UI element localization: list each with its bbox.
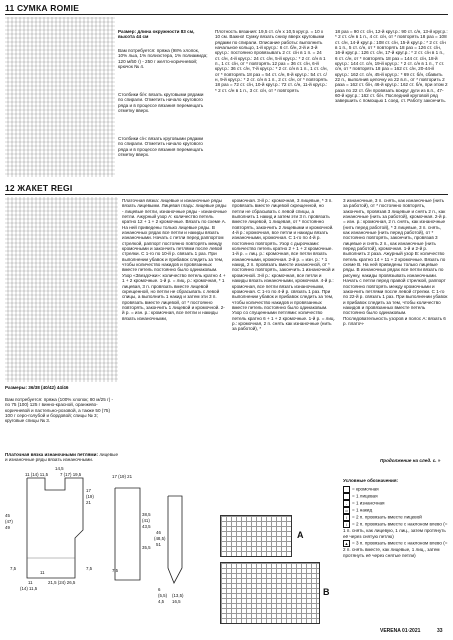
back-dim-top2: 11 (14) 11,5: [25, 472, 49, 477]
bag-description-cont: 18 раз = 90 ст. с/н, 12-й круг.р.: 90 ст. с/н, 13-й круг.р.: * 2 ст. с/н в 1 п., 4 ст. с/н, от * повторять 18 раз = 108 ст. с/н, 14-й круг.р.: 108 ст. с/н, 15-й круг.р.: * 2 ст. с/н в 1 п., 5 ст. с/н, от * повторять 18 раз = 126 ст. с/н, 16-й круг.р.: 126 ст. с/н, 17-й круг.р.: * 2 ст. с/н в 1 п., 6 ст. с/н, от * повторять 18 раз = 144 ст. с/н, 18-й круг.р.: 144 ст. с/н, 19-й круг.р.: * 2 ст. с/н в 1 п., 7 ст. с/н, от * повторять 18 раз = 162 ст. с/н, 20-44-й круг.р.: 162 ст. с/н, 45-й круг.р.: * 69 ст. б/н, сбавить 22 п., выполнив цепочку из 22 в.п., от * повторить 2 раза = 162 ст. б/н, 46-й круг.р.: 162 ст. б/н, при этом 2 раза по 22 ст. б/н провязать вокруг дуги из в.п., 47-60-й круг.р.: 162 ст. б/н. Последний круговой ряд завершить с помощью 1 соед. ст. Работу закончить.: [335, 29, 448, 104]
back-dim-b1: 7,5: [10, 566, 17, 571]
front-dim-r4: 35,5: [142, 545, 151, 550]
legend-text: = кромочная: [352, 486, 379, 492]
garter-rev-body: лицевые и изнаночные ряды вязать изнаночными.: [5, 452, 118, 463]
front-dim-r2: (41): [142, 518, 150, 523]
back-dim-side3: 49: [5, 525, 10, 530]
section-12-rule: [5, 194, 448, 195]
legend-text: = 1 лицевая: [352, 493, 378, 499]
chart-b-label: B: [323, 587, 330, 597]
back-dim-b3: (14) 11,5: [20, 586, 38, 591]
bag-size-text: [118, 29, 208, 40]
back-dim-b4: 21,5 (24) 26,5: [48, 580, 76, 585]
sleeve-dim-b5: 16,5: [172, 599, 181, 604]
legend-text: = 1 накид: [352, 507, 373, 513]
back-dim-side2: (47): [5, 519, 13, 524]
legend-symbol: [343, 493, 350, 500]
front-dim-bot: 7,5: [112, 568, 119, 573]
legend-list: [343, 486, 448, 559]
jacket-sizes: [5, 385, 118, 390]
legend-symbol: /: [343, 514, 350, 521]
legend-symbol: [343, 486, 350, 493]
legend-item: [343, 507, 448, 514]
legend-item: [343, 493, 448, 500]
back-dim-mid: 11: [40, 570, 45, 575]
section-12-header: 12 ЖАКЕТ REGI: [5, 183, 73, 193]
jacket-materials: Вам потребуется: пряжа (100% хлопок; 80 м/25 г) - по 75 (100) 125 г винно-красной, оранжево-коричневой и пастельно-розовой, а также 50 (75) 100 г серо-голубой и бордовой; спицы № 3; круговые спицы № 3.: [5, 397, 114, 424]
back-dim-right2: (19): [86, 494, 94, 499]
back-dim-side1: 45: [5, 513, 10, 518]
garter-rev-title: Платочная вязка изнаночными петлями:: [5, 452, 99, 457]
legend-title: Условные обозначения:: [343, 478, 399, 483]
sleeve-dim-b2: (5,5): [158, 593, 168, 598]
legend-item: [343, 500, 448, 507]
jacket-col-a: Платочная вязка: лицевые и изнаночные ряды вязать лицевыми. Лицевая гладь: лицевые ряды - лицевые петли, изнаночные ряды - изнаночные петли. Ажурный узор А: количество петель кратно 12 + 1 + 2 кромочные. Вязать по схеме А. На ней приведены только лицевые ряды. В изнаночных рядах все петли и накиды вязать изнаночными. Начать с петли перед раппортом стрелкой, раппорт постоянно повторять между кромочными и закончить петлями после левой стрелки. С 1-го по 10-й р. связать 1 раз. При выполнении убавок и прибавок следить за тем, чтобы количество накидов и провязанных вместе петель постоянно было одинаковым. Узор «Звездочки»: количество петель кратно 4 + 1 + 2 кромочные. 1-й р. = лиц. р.: кромочная, * 1 лицевая, 3 п. провязать вместе лицевой скрещенной, но петли не сбрасывать с левой спицы, а выполнить 1 накид и затем эти 3 п. провязать вместе лицевой, от * постоянно повторять, закончить 1 лицевой и кромочной. 2-й р. = изн. р.: кромочная, все петли и накиды вязать изнаночными,: [122, 198, 227, 321]
sleeve-schematic: [160, 488, 200, 588]
back-dim-top: 14,5: [55, 466, 64, 471]
back-outline: [27, 478, 83, 578]
sleeve-outline: [168, 496, 182, 583]
back-dim-b5: 7,5: [86, 566, 93, 571]
sleeve-dim-b3: 4,5: [158, 599, 165, 604]
legend-symbol: ▲: [344, 541, 349, 546]
front-outline: [115, 488, 140, 580]
front-dim-top: 17 (19) 21: [112, 474, 133, 479]
back-dim-b2: 11: [28, 580, 33, 585]
legend-text: = 2 п. провязать вместе лицевой: [352, 514, 422, 520]
section-11-rule: [5, 14, 448, 15]
jacket-photo: [5, 197, 118, 382]
back-dim-right3: 21: [86, 500, 91, 505]
front-dim-r1: 38,5: [142, 512, 151, 517]
legend-item: [343, 540, 448, 559]
legend-text: = 1 изнаночная: [352, 500, 385, 506]
bag-photo: [5, 17, 115, 177]
back-schematic: [5, 468, 125, 590]
front-dim-r3: 43,5: [142, 524, 151, 529]
legend-symbol: -: [343, 500, 350, 507]
continued-note: Продолжение на след. с. »: [380, 458, 441, 463]
back-dim-top3: 7 (17) 19,5: [60, 472, 82, 477]
footer-brand: VERENA 01·2021: [380, 628, 421, 634]
jacket-size-title: Размеры: 36/38 (40/42) 44/46: [5, 385, 69, 390]
sleeve-dim-l2: (48,5): [154, 536, 166, 541]
page-number: 33: [437, 628, 443, 634]
bag-gauge-description: Плотность вязания: 19,5 ст. с/н х 10,5 круг.р. = 10 х 10 см. Важно! Сумку вязать снизу вверх круговыми рядами по спирали. Описание работы: выполнить начальное кольцо, 1-й круг.р.: 6 ст. б/н, 2-й и 3-й круг.р.: постоянно провязывать 2 ст. с/н в 1 п. = 24 ст. с/н, 4-й круг.р.: 24 ст. с/н, 5-й круг.р.: * 2 ст. с/н в 1 п., 1 ст. с/н, от * повторять 12 раз = 36 ст. с/н, 6-й круг.р.: 36 ст. с/н, 7-й круг.р.: * 2 ст. с/н в 1 п., 1 ст. с/н, от * повторять 18 раз = 54 ст. с/н, 8-й круг.р.: 54 ст. с/н, 9-й круг.р.: * 2 ст. с/н в 1 п., 2 ст. с/н, от * повторять 18 раз = 72 ст. с/н, 10-й круг.р.: 72 ст. с/н, 11-й круг.р.: * 2 ст. с/н в 1 п., 3 ст. с/н, от * повторять: [215, 29, 328, 93]
bag-size-title: Размер: длина окружности 83 см, высота 44 см: [118, 29, 195, 40]
bag-materials-text: Вам потребуется: пряжа (98% хлопок, 10% лыа, 1% полиэстера, 1% полиамида; 120 м/50 г) - 250 г желто-коричневой; крючок № 4.: [118, 48, 208, 70]
sleeve-dim-l3: 51: [156, 542, 161, 547]
sleeve-dim-b4: (13,5): [172, 593, 184, 598]
sleeve-dim-l1: 46: [156, 530, 161, 535]
section-11-header: 11 СУМКА ROMIE: [5, 3, 80, 13]
chart-b-grid: [220, 562, 320, 624]
sleeve-dim-b1: 6: [158, 587, 161, 592]
legend-symbol: \: [343, 521, 350, 528]
chart-a-grid: [220, 515, 292, 557]
legend-symbol: о: [343, 507, 350, 514]
bag-sc-text: Столбики б/н: вязать круговыми рядами по спирали. Отметить начало кругового ряда и в процессе вязания перемещать отметку вверх.: [118, 92, 204, 114]
chart-a-label: A: [297, 530, 304, 540]
legend-text: = 3 п. провязать вместе с наклоном влево (= 2 п. снять вместе, как лицевые, 1 лиц., затем протянуть её через снятые петли): [343, 540, 448, 558]
bag-dc-text: Столбики с/н: вязать круговыми рядами по спирали. Отметить начало кругового ряда и в процессе вязания перемещать отметку вверх.: [118, 136, 204, 158]
legend-item: [343, 486, 448, 493]
legend-text: = 2 п. провязать вместе с наклоном влево (= 1 п. снять, как лицевую, 1 лиц., затем протянуть её через снятую петлю): [343, 521, 448, 539]
jacket-col-c: 3 изнаночные, 3 п. снять, как изнаночные (нить за работой), от * постоянно повторять, закончить, провязав 3 лицевые и снять 2 п., как изнаночные (нить за работой), кромочная. 2-й р. = изн. р.: кромочная, 2 п. снять, как изнаночные (нить перед работой), * 3 лицевые, 3 п. снять, как изнаночные (нить перед работой), от * постоянно повторять, закончить, провязав 3 лицевые и снять 2 п., как изнаночные (нить перед работой), кромочная. 1-й и 2-й р. выполнить 2 раза. Ажурный узор В: количество петель кратно 14 + 11 + 2 кромочные. Вязать по схеме В. На ней приведены только лицевые ряды. В изнаночных рядах все петли вязать по рисунку, накиды провязывать изнаночными. Начать с петли перед правой стрелкой, раппорт постоянно повторять между кромочными и закончить петлями после левой стрелки. С 1-го по 22-й р. связать 1 раз. При выполнении убавок и прибавок следить за тем, чтобы количество накидов и провязанных вместе петель постоянно было одинаковым. Последовательность узоров и полос А: вязать 6 р. платоч-: [343, 198, 448, 326]
jacket-col-b: кромочная. 3-й р.: кромочная, 3 лицевые, * 3 п. провязать вместе лицевой скрещенной, но петли не сбрасывать с левой спицы, а выполнить 1 накид и затем эти 3 п. провязать вместе лицевой, 1 лицевая, от * постоянно повторять, закончить 2 лицевыми и кромочной. 4-й р.: кромочная, все петли и накиды вязать изнаночными, кромочная. С 1-го по 4-й р. постоянно повторять. Узор с дырочками: количество петель кратно 2 + 1 + 2 кромочные. 1-й р. = лиц. р.: кромочная, все петли вязать изнаночными, кромочная. 2-й р. = изн. р.: * 1 накид, 2 п. провязать вместе изнаночной, от * постоянно повторять, закончить 1 изнаночной и кромочной. 3-й р.: кромочная, все петли и накиды вязать изнаночными, кромочная. 4-й р.: кромочная, все петли вязать изнаночными, кромочная. С 1-го по 4-й р. связать 1 раз. При выполнении убавок и прибавок следить за тем, чтобы количество накидов и провязанных вместе петель постоянно было одинаковым. Узор со спущенными петлями: количество петель кратно 6 + 1 + 2 кромочные. 1-й р. = лиц. р.: кромочная, 2 п. снять как изнаночные (нить за работой), *: [232, 198, 335, 332]
legend-item: [343, 521, 448, 540]
back-dim-right: 17: [86, 488, 91, 493]
legend-item: [343, 514, 448, 521]
